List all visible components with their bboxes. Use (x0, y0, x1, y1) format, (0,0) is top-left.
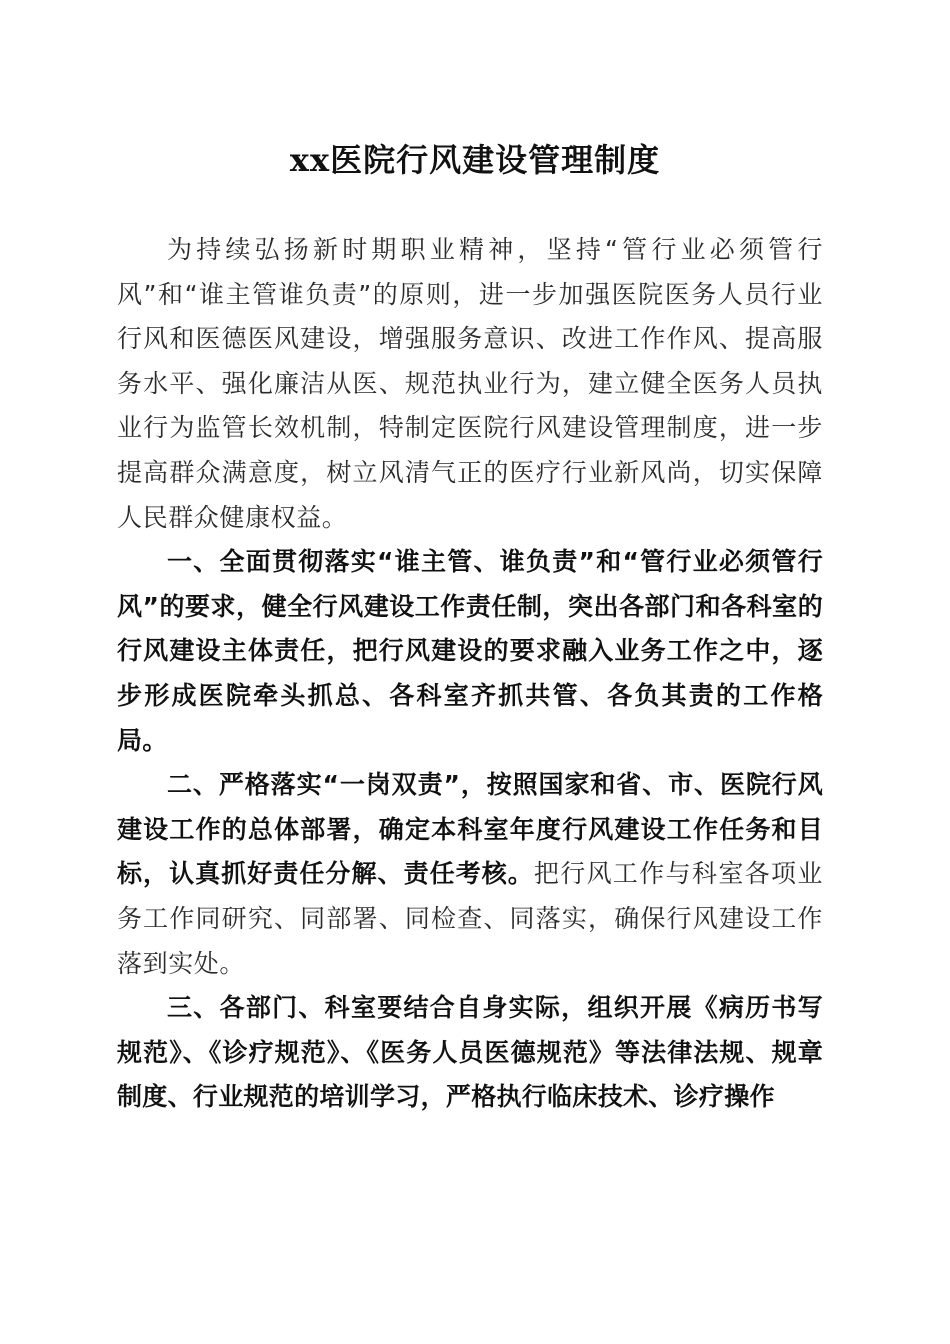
item-2-normal-text: 把行风工作与科室各项业务工作同研究、同部署、同检查、同落实，确保行风建设工作落到实处。 (117, 859, 823, 978)
item-2-bold-text: 二、严格落实“一岗双责”，按照国家和省、市、医院行风建设工作的总体部署，确定本科室年度行风建设工作任务和目标，认真抓好责任分解、责任考核。 (117, 770, 823, 889)
item-2-paragraph (117, 763, 823, 986)
item-1-paragraph: 一、全面贯彻落实“谁主管、谁负责”和“管行业必须管行风”的要求，健全行风建设工作责任制，突出各部门和各科室的行风建设主体责任，把行风建设的要求融入业务工作之中，逐步形成医院牵头抓总、各科室齐抓共管、各负其责的工作格局。 (117, 547, 823, 755)
intro-paragraph: 为持续弘扬新时期职业精神，坚持“管行业必须管行风”和“谁主管谁负责”的原则，进一步加强医院医务人员行业行风和医德医风建设，增强服务意识、改进工作作风、提高服务水平、强化廉洁从医、规范执业行为，建立健全医务人员执业行为监管长效机制，特制定医院行风建设管理制度，进一步提高群众满意度，树立风清气正的医疗行业新风尚，切实保障人民群众健康权益。 (117, 235, 823, 532)
document-body (117, 228, 823, 1120)
item-3-paragraph: 三、各部门、科室要结合自身实际，组织开展《病历书写规范》、《诊疗规范》、《医务人员医德规范》等法律法规、规章制度、行业规范的培训学习，严格执行临床技术、诊疗操作 (117, 993, 823, 1112)
document-title: xx医院行风建设管理制度 (289, 141, 661, 179)
